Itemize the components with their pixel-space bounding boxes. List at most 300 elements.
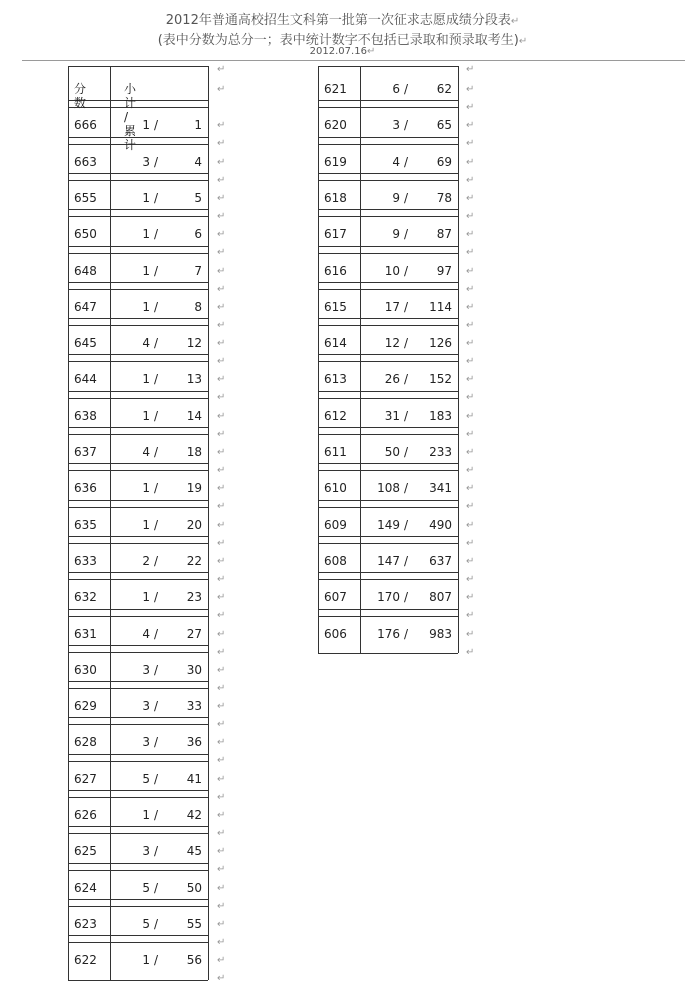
subtotal-cell: 2: [142, 553, 150, 568]
row-separator: [68, 391, 208, 392]
paragraph-mark-icon: ↵: [466, 301, 475, 313]
paragraph-mark-icon: ↵: [466, 338, 475, 350]
row-separator: [68, 681, 208, 682]
paragraph-mark-icon: ↵: [217, 519, 226, 531]
score-cell: 636: [74, 481, 97, 496]
row-separator: [68, 434, 208, 435]
row-separator: [318, 609, 458, 610]
paragraph-mark-icon: ↵: [217, 592, 226, 604]
score-cell: 637: [74, 445, 97, 459]
cumulative-cell: 7: [194, 263, 202, 278]
score-cell: 645: [74, 336, 97, 351]
row-separator: [318, 616, 458, 617]
subtotal-cell: 5: [142, 916, 150, 931]
paragraph-mark-icon: ↵: [217, 628, 226, 640]
row-separator: [318, 543, 458, 544]
subtotal-cell: 3: [392, 118, 400, 133]
separator-slash: /: [154, 263, 159, 278]
paragraph-mark-icon: ↵: [217, 447, 226, 458]
paragraph-mark-icon: ↵: [217, 247, 226, 259]
row-separator: [68, 100, 208, 101]
row-separator: [68, 579, 208, 580]
separator-slash: /: [154, 699, 159, 714]
row-separator: [68, 289, 208, 290]
subtotal-cell: 9: [392, 227, 400, 242]
paragraph-mark-icon: ↵: [466, 573, 475, 585]
cumulative-cell: 97: [436, 263, 452, 278]
cumulative-cell: 65: [436, 118, 452, 133]
cumulative-cell: 23: [186, 590, 202, 605]
score-cell: 638: [74, 408, 97, 423]
separator-slash: /: [154, 735, 159, 750]
row-separator: [318, 318, 458, 319]
separator-slash: /: [404, 517, 409, 532]
subtotal-cell: 50: [384, 445, 400, 459]
cumulative-cell: 33: [186, 699, 202, 714]
subtotal-cell: 1: [142, 481, 150, 496]
row-separator: [318, 282, 458, 283]
separator-slash: /: [404, 553, 409, 568]
row-separator: [68, 507, 208, 508]
paragraph-mark-icon: ↵: [217, 410, 226, 422]
separator-slash: /: [154, 445, 159, 459]
cumulative-cell: 5: [194, 190, 202, 205]
cumulative-cell: 42: [186, 808, 202, 822]
subtotal-cell: 4: [142, 626, 150, 641]
paragraph-mark-icon: ↵: [217, 936, 226, 948]
column-header-score: 分数: [74, 82, 87, 110]
paragraph-mark-icon: ↵: [217, 120, 226, 132]
paragraph-mark-icon: ↵: [466, 283, 475, 295]
row-separator: [68, 761, 208, 762]
separator-slash: /: [404, 154, 409, 169]
paragraph-mark-icon: ↵: [466, 501, 475, 513]
cumulative-cell: 50: [186, 880, 202, 895]
paragraph-mark-icon: ↵: [217, 719, 226, 731]
separator-slash: /: [404, 372, 409, 387]
cumulative-cell: 637: [429, 553, 452, 568]
cumulative-cell: 13: [186, 372, 202, 387]
subtotal-cell: 4: [142, 445, 150, 459]
paragraph-mark-icon: ↵: [217, 229, 226, 241]
row-separator: [68, 870, 208, 871]
score-cell: 624: [74, 880, 97, 895]
separator-slash: /: [404, 590, 409, 605]
paragraph-mark-icon: ↵: [466, 592, 475, 604]
table-border-vertical: [208, 66, 209, 980]
cumulative-cell: 78: [436, 190, 452, 205]
paragraph-mark-icon: ↵: [217, 737, 226, 749]
table-border-vertical: [68, 66, 69, 980]
score-cell: 633: [74, 553, 97, 568]
paragraph-mark-icon: ↵: [466, 537, 475, 549]
row-separator: [318, 354, 458, 355]
row-separator: [318, 579, 458, 580]
separator-slash: /: [154, 771, 159, 786]
subtotal-cell: 4: [392, 154, 400, 169]
separator-slash: /: [154, 662, 159, 677]
subtotal-cell: 10: [384, 263, 400, 278]
score-cell: 627: [74, 771, 97, 786]
score-cell: 613: [324, 372, 347, 387]
score-cell: 629: [74, 699, 97, 714]
cumulative-cell: 152: [429, 372, 452, 387]
row-separator: [318, 470, 458, 471]
row-separator: [318, 209, 458, 210]
paragraph-mark-icon: ↵: [217, 174, 226, 186]
score-cell: 650: [74, 227, 97, 242]
separator-slash: /: [154, 408, 159, 423]
paragraph-mark-icon: ↵: [217, 955, 226, 967]
cumulative-cell: 14: [186, 408, 202, 423]
cumulative-cell: 87: [436, 227, 452, 242]
separator-slash: /: [404, 190, 409, 205]
row-separator: [68, 790, 208, 791]
paragraph-mark-icon: ↵: [217, 392, 226, 404]
cumulative-cell: 12: [186, 336, 202, 351]
score-cell: 626: [74, 808, 97, 822]
score-cell: 612: [324, 408, 347, 423]
subtotal-cell: 1: [142, 372, 150, 387]
score-cell: 618: [324, 190, 347, 205]
score-cell: 621: [324, 82, 347, 96]
score-cell: 631: [74, 626, 97, 641]
paragraph-mark-icon: ↵: [217, 646, 226, 658]
cumulative-cell: 114: [429, 299, 452, 314]
paragraph-mark-icon: ↵: [466, 174, 475, 186]
separator-slash: /: [154, 808, 159, 822]
subtotal-cell: 1: [142, 118, 150, 133]
score-cell: 625: [74, 844, 97, 859]
row-separator: [68, 609, 208, 610]
row-separator: [318, 289, 458, 290]
paragraph-mark-icon: ↵: [217, 701, 226, 713]
subtotal-cell: 17: [384, 299, 400, 314]
paragraph-mark-icon: ↵: [466, 465, 475, 476]
paragraph-mark-icon: ↵: [217, 864, 226, 876]
paragraph-mark-icon: ↵: [466, 319, 475, 331]
paragraph-mark-icon: ↵: [466, 628, 475, 640]
score-cell: 607: [324, 590, 347, 605]
paragraph-mark-icon: ↵: [217, 64, 226, 75]
paragraph-mark-icon: ↵: [466, 483, 475, 495]
row-separator: [68, 144, 208, 145]
score-cell: 606: [324, 626, 347, 641]
row-separator: [68, 543, 208, 544]
row-separator: [68, 935, 208, 936]
score-cell: 648: [74, 263, 97, 278]
cumulative-cell: 62: [436, 82, 452, 96]
cumulative-cell: 27: [186, 626, 202, 641]
subtotal-cell: 3: [142, 844, 150, 859]
separator-slash: /: [404, 408, 409, 423]
paragraph-mark-icon: ↵: [217, 664, 226, 676]
score-cell: 614: [324, 336, 347, 351]
paragraph-mark-icon: ↵: [217, 882, 226, 894]
row-separator: [318, 216, 458, 217]
separator-slash: /: [404, 299, 409, 314]
row-separator: [318, 427, 458, 428]
paragraph-mark-icon: ↵: [217, 537, 226, 549]
separator-slash: /: [154, 227, 159, 242]
row-separator: [318, 137, 458, 138]
paragraph-mark-icon: ↵: [217, 301, 226, 313]
row-separator: [68, 645, 208, 646]
row-separator: [68, 354, 208, 355]
score-cell: 619: [324, 154, 347, 169]
cumulative-cell: 183: [429, 408, 452, 423]
cumulative-cell: 30: [186, 662, 202, 677]
row-separator: [68, 318, 208, 319]
row-separator: [68, 572, 208, 573]
subtotal-cell: 3: [142, 662, 150, 677]
row-separator: [68, 652, 208, 653]
paragraph-mark-icon: ↵: [217, 283, 226, 295]
row-separator: [68, 427, 208, 428]
subtotal-cell: 1: [142, 263, 150, 278]
cumulative-cell: 45: [186, 844, 202, 859]
subtotal-cell: 170: [377, 590, 400, 605]
paragraph-mark-icon: ↵: [217, 265, 226, 277]
table-border-vertical: [360, 66, 361, 653]
cumulative-cell: 807: [429, 590, 452, 605]
separator-slash: /: [404, 336, 409, 351]
cumulative-cell: 4: [194, 154, 202, 169]
paragraph-mark-icon: ↵: [466, 374, 475, 386]
row-separator: [68, 463, 208, 464]
row-separator: [318, 180, 458, 181]
score-cell: 608: [324, 553, 347, 568]
separator-slash: /: [154, 590, 159, 605]
paragraph-mark-icon: ↵: [217, 791, 226, 803]
separator-slash: /: [154, 880, 159, 895]
row-separator: [68, 470, 208, 471]
row-separator: [318, 500, 458, 501]
subtotal-cell: 1: [142, 953, 150, 968]
paragraph-mark-icon: ↵: [217, 810, 226, 821]
paragraph-mark-icon: ↵: [366, 46, 376, 57]
paragraph-mark-icon: ↵: [217, 374, 226, 386]
paragraph-mark-icon: ↵: [466, 156, 475, 168]
column-header-sub-cum: 小计 / 累计: [124, 82, 137, 152]
row-separator: [68, 216, 208, 217]
row-separator: [318, 434, 458, 435]
row-separator: [68, 500, 208, 501]
separator-slash: /: [154, 517, 159, 532]
paragraph-mark-icon: ↵: [466, 120, 475, 132]
paragraph-mark-icon: ↵: [510, 16, 520, 27]
row-separator: [68, 282, 208, 283]
row-separator: [318, 107, 458, 108]
separator-slash: /: [154, 626, 159, 641]
cumulative-cell: 36: [186, 735, 202, 750]
subtotal-cell: 1: [142, 517, 150, 532]
row-separator: [68, 180, 208, 181]
paragraph-mark-icon: ↵: [466, 410, 475, 422]
row-separator: [68, 899, 208, 900]
subtotal-cell: 1: [142, 808, 150, 822]
cumulative-cell: 22: [186, 553, 202, 568]
score-cell: 635: [74, 517, 97, 532]
row-separator: [318, 391, 458, 392]
score-cell: 620: [324, 118, 347, 133]
separator-slash: /: [154, 118, 159, 133]
row-separator: [318, 398, 458, 399]
page-date: [0, 46, 685, 57]
subtotal-cell: 108: [377, 481, 400, 496]
row-separator: [68, 616, 208, 617]
separator-slash: /: [154, 154, 159, 169]
subtotal-cell: 31: [384, 408, 400, 423]
row-separator: [68, 398, 208, 399]
row-separator: [318, 536, 458, 537]
paragraph-mark-icon: ↵: [217, 319, 226, 331]
score-cell: 617: [324, 227, 347, 242]
separator-slash: /: [404, 227, 409, 242]
separator-slash: /: [154, 916, 159, 931]
subtitle-text: (表中分数为总分一；表中统计数字不包括已录取和预录取考生): [157, 33, 519, 48]
paragraph-mark-icon: ↵: [466, 247, 475, 259]
subtotal-cell: 1: [142, 190, 150, 205]
separator-slash: /: [404, 263, 409, 278]
paragraph-mark-icon: ↵: [217, 846, 226, 858]
cumulative-cell: 983: [429, 626, 452, 641]
subtotal-cell: 3: [142, 154, 150, 169]
table-border-vertical: [318, 66, 319, 653]
paragraph-mark-icon: ↵: [217, 84, 226, 95]
paragraph-mark-icon: ↵: [466, 555, 475, 567]
separator-slash: /: [154, 481, 159, 496]
table-border-vertical: [458, 66, 459, 653]
subtotal-cell: 1: [142, 299, 150, 314]
row-separator: [318, 253, 458, 254]
score-cell: 666: [74, 118, 97, 133]
separator-slash: /: [154, 299, 159, 314]
cumulative-cell: 490: [429, 517, 452, 532]
paragraph-mark-icon: ↵: [466, 265, 475, 277]
subtotal-cell: 6: [392, 82, 400, 96]
paragraph-mark-icon: ↵: [217, 555, 226, 567]
separator-slash: /: [154, 372, 159, 387]
score-cell: 611: [324, 445, 347, 459]
row-separator: [318, 173, 458, 174]
cumulative-cell: 341: [429, 481, 452, 496]
table-border-vertical: [110, 66, 111, 980]
paragraph-mark-icon: ↵: [466, 610, 475, 622]
row-separator: [68, 688, 208, 689]
row-separator: [68, 246, 208, 247]
score-cell: 609: [324, 517, 347, 532]
table-border-top: [68, 66, 208, 67]
paragraph-mark-icon: ↵: [466, 392, 475, 404]
cumulative-cell: 41: [186, 771, 202, 786]
paragraph-mark-icon: ↵: [217, 338, 226, 350]
paragraph-mark-icon: ↵: [466, 192, 475, 204]
paragraph-mark-icon: ↵: [217, 465, 226, 476]
table-border-top: [318, 66, 458, 67]
row-separator: [68, 826, 208, 827]
cumulative-cell: 19: [186, 481, 202, 496]
score-cell: 616: [324, 263, 347, 278]
score-cell: 632: [74, 590, 97, 605]
row-separator: [318, 246, 458, 247]
row-separator: [68, 137, 208, 138]
row-separator: [68, 724, 208, 725]
score-cell: 663: [74, 154, 97, 169]
row-separator: [68, 325, 208, 326]
row-separator: [318, 100, 458, 101]
cumulative-cell: 126: [429, 336, 452, 351]
paragraph-mark-icon: ↵: [217, 138, 226, 150]
separator-slash: /: [154, 553, 159, 568]
score-cell: 623: [74, 916, 97, 931]
paragraph-mark-icon: ↵: [217, 973, 226, 985]
subtotal-cell: 147: [377, 553, 400, 568]
cumulative-cell: 56: [186, 953, 202, 968]
row-separator: [68, 942, 208, 943]
paragraph-mark-icon: ↵: [466, 646, 475, 658]
separator-slash: /: [154, 190, 159, 205]
row-separator: [318, 507, 458, 508]
row-separator: [68, 797, 208, 798]
paragraph-mark-icon: ↵: [217, 192, 226, 204]
score-cell: 622: [74, 953, 97, 968]
title-text: 2012年普通高校招生文科第一批第一次征求志愿成绩分段表: [165, 13, 511, 28]
date-text: 2012.07.16: [309, 46, 367, 57]
cumulative-cell: 6: [194, 227, 202, 242]
row-separator: [318, 144, 458, 145]
cumulative-cell: 8: [194, 299, 202, 314]
table-border-bottom: [68, 980, 208, 981]
separator-slash: /: [154, 336, 159, 351]
paragraph-mark-icon: ↵: [217, 918, 226, 930]
score-cell: 655: [74, 190, 97, 205]
paragraph-mark-icon: ↵: [217, 501, 226, 513]
subtotal-cell: 3: [142, 735, 150, 750]
cumulative-cell: 20: [186, 517, 202, 532]
page-title: [0, 9, 685, 28]
subtotal-cell: 5: [142, 880, 150, 895]
row-separator: [68, 209, 208, 210]
subtotal-cell: 9: [392, 190, 400, 205]
separator-slash: /: [154, 844, 159, 859]
row-separator: [318, 325, 458, 326]
paragraph-mark-icon: ↵: [466, 102, 475, 113]
row-separator: [68, 361, 208, 362]
row-separator: [68, 906, 208, 907]
paragraph-mark-icon: ↵: [217, 610, 226, 622]
paragraph-mark-icon: ↵: [466, 356, 475, 368]
separator-slash: /: [404, 481, 409, 496]
score-cell: 615: [324, 299, 347, 314]
subtotal-cell: 12: [384, 336, 400, 351]
paragraph-mark-icon: ↵: [217, 573, 226, 585]
paragraph-mark-icon: ↵: [217, 682, 226, 694]
paragraph-mark-icon: ↵: [466, 84, 475, 95]
row-separator: [68, 717, 208, 718]
paragraph-mark-icon: ↵: [217, 900, 226, 912]
paragraph-mark-icon: ↵: [217, 156, 226, 168]
paragraph-mark-icon: ↵: [466, 138, 475, 150]
paragraph-mark-icon: ↵: [466, 519, 475, 531]
row-separator: [68, 754, 208, 755]
separator-slash: /: [154, 953, 159, 968]
paragraph-mark-icon: ↵: [217, 356, 226, 368]
subtotal-cell: 1: [142, 408, 150, 423]
score-cell: 630: [74, 662, 97, 677]
paragraph-mark-icon: ↵: [466, 428, 475, 440]
row-separator: [68, 833, 208, 834]
